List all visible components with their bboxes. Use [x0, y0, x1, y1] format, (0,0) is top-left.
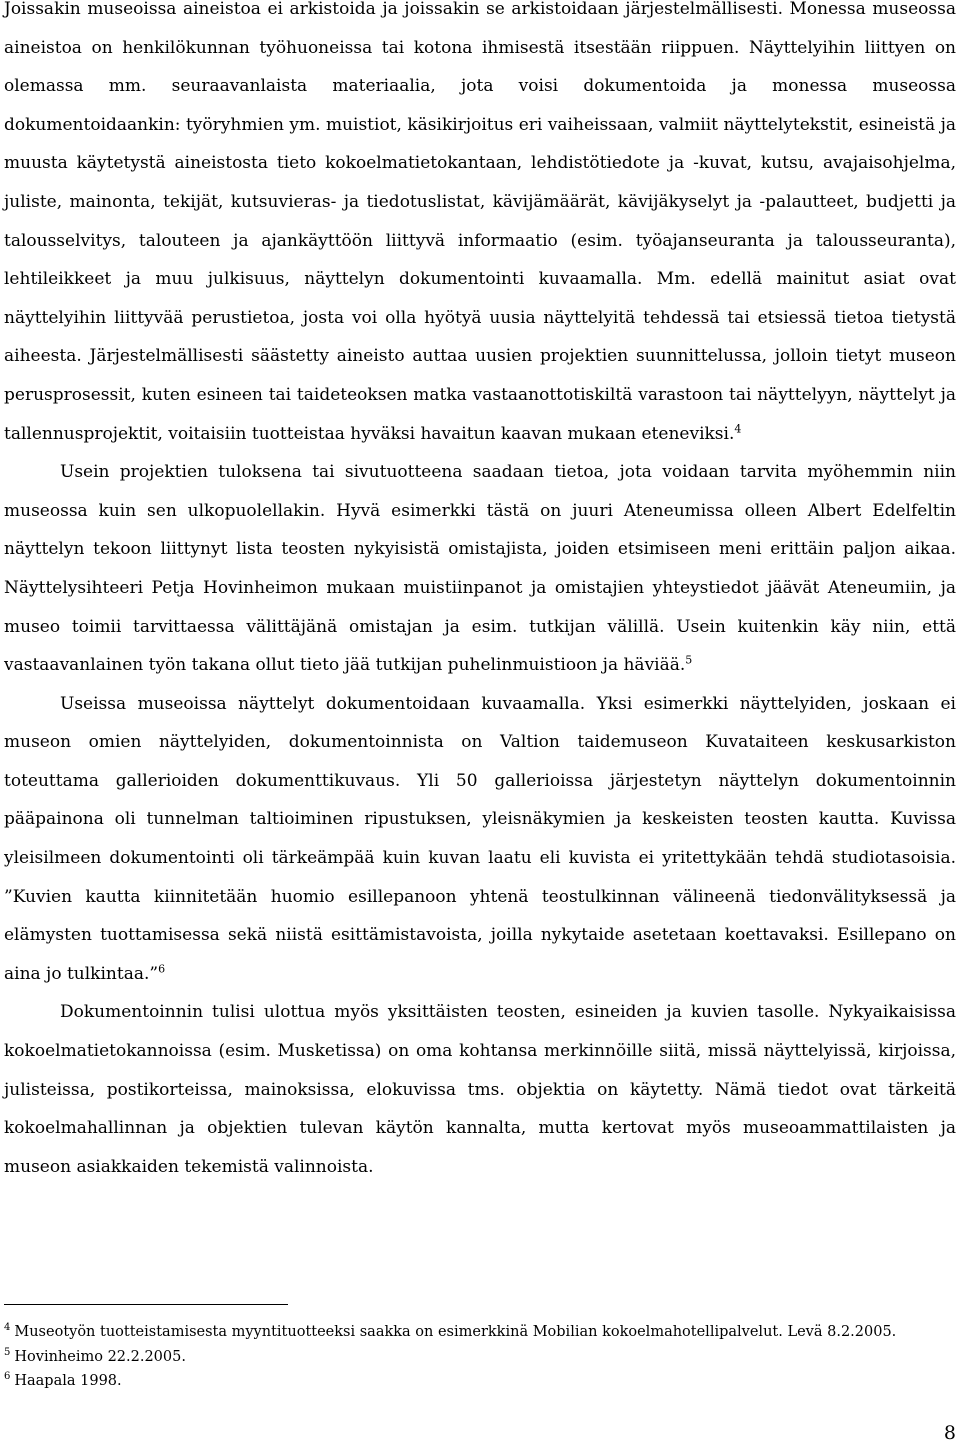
paragraph-project-results: [4, 453, 956, 685]
footnote-mark: 4: [4, 1322, 11, 1334]
body-text: [4, 0, 956, 1186]
footnote-ref[interactable]: 5: [685, 653, 693, 667]
paragraph-object-level: [4, 993, 956, 1186]
footnote-ref[interactable]: 6: [158, 962, 166, 976]
footnote-divider: [4, 1304, 288, 1305]
footnote-mark: 5: [4, 1346, 11, 1358]
paragraph-text: Joissakin museoissa aineistoa ei arkistoida ja joissakin se arkistoidaan järjestelmällisesti. Monessa museossa aineistoa on henkilökunnan työhuoneissa tai kotona ihmisestä itsestään riippuen. Näyttelyihin liittyen on olemassa mm. seuraavanlaista materiaalia, jota voisi dokumentoida ja monessa museossa dokumentoidaankin: työryhmien ym. muistiot, käsikirjoitus eri vaiheissaan, valmiit näyttelytekstit, esineistä ja muusta käytetystä aineistosta tieto kokoelmatietokantaan, lehdistötiedote ja -kuvat, kutsu, avajaisohjelma, juliste, mainonta, tekijät, kutsuvieras- ja tiedotuslistat, kävijämäärät, kävijäkyselyt ja -palautteet, budjetti ja talousselvitys, talouteen ja ajankäyttöön liittyvä informaatio (esim. työajanseuranta ja talousseuranta), lehtileikkeet ja muu julkisuus, näyttelyn dokumentointi kuvaamalla. Mm. edellä mainitut asiat ovat näyttelyihin liittyvää perustietoa, josta voi olla hyötyä uusia näyttelyitä tehdessä tai etsiessä tietoa tietystä aiheesta. Järjestelmällisesti säästetty aineisto auttaa uusien projektien suunnittelussa, jolloin tietyt museon perusprosessit, kuten esineen tai taideteoksen matka vastaanottotiskiltä varastoon tai näyttelyyn, näyttelyt ja tallennusprojektit, voitaisiin tuotteistaa hyväksi havaitun kaavan mukaan eteneviksi.: [4, 0, 956, 444]
paragraph-text: Dokumentoinnin tulisi ulottua myös yksittäisten teosten, esineiden ja kuvien tasolle. Nykyaikaisissa kokoelmatietokannoissa (esim. Musketissa) on oma kohtansa merkinnöille siitä, missä näyttelyissä, kirjoissa, julisteissa, postikorteissa, mainoksissa, elokuvissa tms. objektia on käytetty. Nämä tiedot ovat tärkeitä kokoelmahallinnan ja objektien tulevan käytön kannalta, mutta kertovat myös museoammattilaisten ja museon asiakkaiden tekemistä valinnoista.: [4, 1002, 956, 1177]
footnote-text: Haapala 1998.: [14, 1373, 122, 1389]
footnote-text: Hovinheimo 22.2.2005.: [14, 1348, 186, 1365]
paragraph-archiving: [4, 0, 956, 453]
paragraph-text: Usein projektien tuloksena tai sivutuotteena saadaan tietoa, jota voidaan tarvita myöhemmin niin museossa kuin sen ulkopuolellakin. Hyvä esimerkki tästä on juuri Ateneumissa olleen Albert Edelfeltin näyttelyn tekoon liittynyt lista teosten nykyisistä omistajista, joiden etsimiseen meni erittäin paljon aikaa. Näyttelysihteeri Petja Hovinheimon mukaan muistiinpanot ja omistajien yhteystiedot jäävät Ateneumiin, ja museo toimii tarvittaessa välittäjänä omistajan ja esim. tutkijan välillä. Usein kuitenkin käy niin, että vastaavanlainen työn takana ollut tieto jää tutkijan puhelinmuistioon ja häviää.: [4, 462, 956, 676]
footnote-mark: 6: [4, 1371, 11, 1383]
page-number: 8: [943, 1422, 956, 1444]
footnote-4: [4, 1320, 956, 1345]
footnote-6: [4, 1369, 956, 1394]
footnote-5: [4, 1345, 956, 1370]
footnote-ref[interactable]: 4: [734, 421, 742, 435]
paragraph-photo-documentation: [4, 685, 956, 994]
paragraph-text: Useissa museoissa näyttelyt dokumentoidaan kuvaamalla. Yksi esimerkki näyttelyiden, joskaan ei museon omien näyttelyiden, dokumentoinnista on Valtion taidemuseon Kuvataiteen keskusarkiston toteuttama gallerioiden dokumenttikuvaus. Yli 50 gallerioissa järjestetyn näyttelyn dokumentoinnin pääpainona oli tunnelman taltioiminen ripustuksen, yleisnäkymien ja keskeisten teosten kautta. Kuvissa yleisilmeen dokumentointi oli tärkeämpää kuin kuvan laatu eli kuvista ei yritettykään tehdä studiotasoisia. ”Kuvien kautta kiinnitetään huomio esillepanoon yhtenä teostulkinnan välineenä tiedonvälityksessä ja elämysten tuottamisessa sekä niistä esittämistavoista, joilla nykytaide asetetaan koettavaksi. Esillepano on aina jo tulkintaa.”: [4, 693, 956, 984]
footnotes: [4, 1320, 956, 1394]
footnote-text: Museotyön tuotteistamisesta myyntituotteeksi saakka on esimerkkinä Mobilian kokoelmahotellipalvelut. Levä 8.2.2005.: [14, 1324, 897, 1340]
